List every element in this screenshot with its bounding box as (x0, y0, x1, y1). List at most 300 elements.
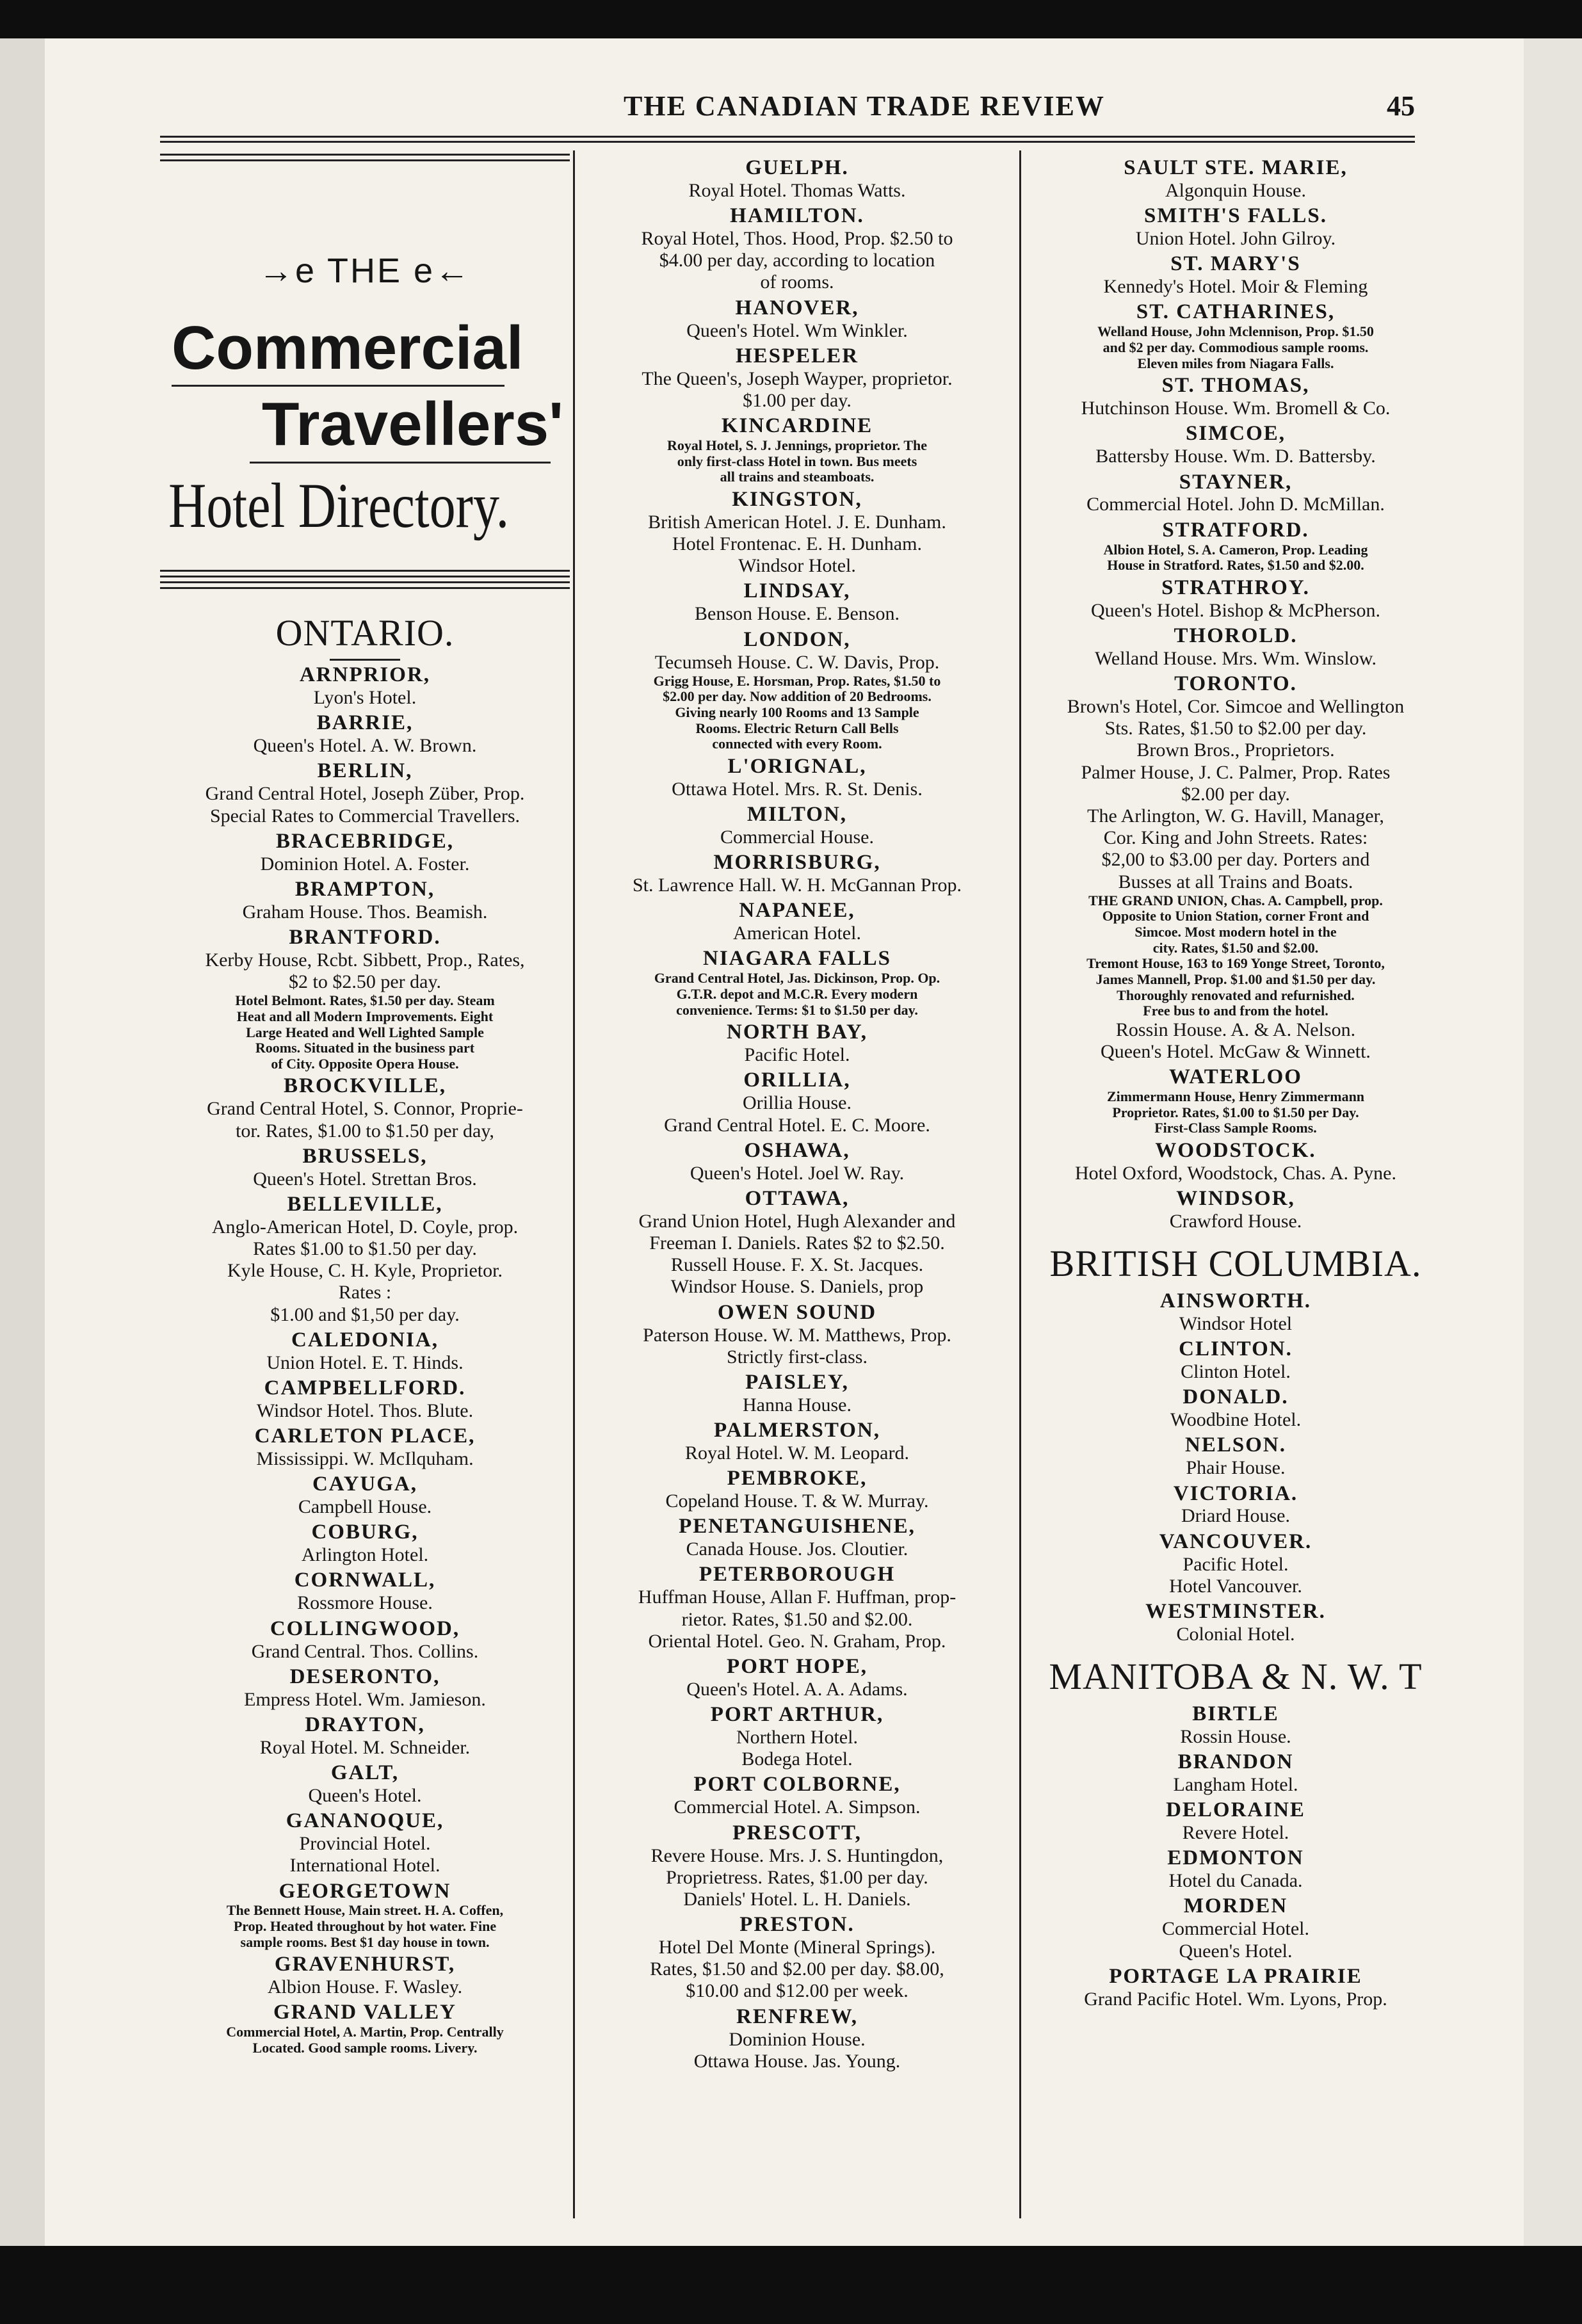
hotel-listing-line: $1.00 and $1,50 per day. (270, 1303, 460, 1325)
town-name: DESERONTO, (289, 1665, 440, 1688)
town-name: ARNPRIOR, (299, 663, 431, 687)
hotel-notice-line: Proprietor. Rates, $1.00 to $1.50 per Day. (1112, 1104, 1359, 1120)
town-entry (1024, 1337, 1447, 1383)
rule (160, 570, 570, 572)
town-entry (579, 344, 1015, 412)
hotel-notice-line: James Mannell, Prop. $1.00 and $1.50 per day. (1095, 971, 1376, 987)
hotel-notice-line: and $2 per day. Commodious sample rooms. (1102, 339, 1369, 355)
hotel-notice-line: Located. Good sample rooms. Livery. (252, 2040, 478, 2056)
town-name: BRANDON (1177, 1750, 1294, 1773)
town-name: CAMPBELLFORD. (264, 1376, 466, 1400)
town-name: PORT ARTHUR, (710, 1703, 884, 1727)
town-name: EDMONTON (1167, 1846, 1304, 1870)
hotel-listing-line: Rossin House. (1180, 1725, 1291, 1747)
town-entry (1024, 1702, 1447, 1748)
town-entry (160, 1665, 570, 1711)
hotel-listing-line: Arlington Hotel. (301, 1544, 429, 1566)
hotel-listing-line: Phair House. (1186, 1457, 1286, 1479)
hotel-listing-line: Palmer House, J. C. Palmer, Prop. Rates (1081, 761, 1391, 783)
hotel-listing-line: Rossin House. A. & A. Nelson. (1115, 1019, 1356, 1040)
town-entry (579, 414, 1015, 485)
hotel-notice-line: G.T.R. depot and M.C.R. Every modern (676, 986, 918, 1003)
hotel-listing-line: Langham Hotel. (1173, 1773, 1298, 1795)
hotel-listing-line: Pacific Hotel. (1182, 1553, 1289, 1575)
town-entry (160, 1328, 570, 1374)
hotel-listing-line: Provincial Hotel. (299, 1833, 431, 1855)
town-name: HAMILTON. (730, 204, 864, 228)
town-name: PENETANGUISHENE, (679, 1515, 916, 1538)
town-entry (1024, 204, 1447, 250)
hotel-listing-line: Benson House. E. Benson. (695, 603, 900, 625)
town-name: NAPANEE, (739, 899, 855, 923)
hotel-listing-line: International Hotel. (289, 1855, 440, 1876)
column-divider (573, 150, 575, 2218)
town-entry (160, 711, 570, 757)
hotel-notice-line: connected with every Room. (712, 736, 882, 752)
town-name: HESPELER (735, 344, 859, 367)
column-2 (579, 154, 1015, 2228)
hotel-listing-line: Hotel Vancouver. (1169, 1575, 1302, 1597)
hotel-notice-line: Large Heated and Well Lighted Sample (246, 1024, 484, 1040)
hotel-listing-line: Royal Hotel. W. M. Leopard. (685, 1442, 909, 1464)
hotel-list (160, 663, 570, 2056)
hotel-listing-line: Grand Union Hotel, Hugh Alexander and (638, 1210, 956, 1232)
town-entry (579, 156, 1015, 202)
town-entry (579, 851, 1015, 896)
town-name: BIRTLE (1192, 1702, 1279, 1725)
town-entry (1024, 624, 1447, 670)
hotel-notice-line: of City. Opposite Opera House. (271, 1055, 459, 1072)
hotel-listing-line: rietor. Rates, $1.50 and $2.00. (681, 1608, 913, 1630)
hotel-listing-line: Campbell House. (298, 1496, 432, 1518)
town-name: BARRIE, (316, 711, 414, 735)
hotel-listing-line: Windsor Hotel. (738, 555, 856, 577)
town-entry (1024, 1846, 1447, 1892)
town-name: DONALD. (1182, 1385, 1289, 1409)
town-name: BERLIN, (317, 759, 413, 783)
town-entry (1024, 1433, 1447, 1479)
hotel-notice-line: Commercial Hotel, A. Martin, Prop. Centrally (226, 2024, 504, 2040)
town-name: OTTAWA, (745, 1186, 850, 1210)
hotel-listing-line: Bodega Hotel. (741, 1748, 853, 1770)
hotel-notice-line: Opposite to Union Station, corner Front and (1102, 908, 1369, 924)
town-entry (160, 878, 570, 923)
town-entry (579, 1371, 1015, 1416)
hotel-listing-line: of rooms. (760, 271, 834, 293)
hotel-listing-line: Mississippi. W. McIlquham. (256, 1448, 474, 1470)
town-entry (1024, 1187, 1447, 1232)
rule (160, 154, 570, 156)
region-heading: MANITOBA & N. W. T (1049, 1656, 1423, 1698)
town-entry (1024, 1482, 1447, 1528)
town-name: AINSWORTH. (1159, 1289, 1312, 1312)
hotel-listing-line: Queen's Hotel. McGaw & Winnett. (1101, 1040, 1371, 1062)
masthead-commercial: Commercial (172, 314, 524, 382)
rule (330, 659, 400, 661)
hotel-listing-line: $2,00 to $3.00 per day. Porters and (1101, 849, 1370, 871)
town-entry (579, 628, 1015, 752)
column-1 (160, 154, 570, 2228)
town-name: WATERLOO (1169, 1065, 1302, 1089)
hotel-listing-line: Hotel du Canada. (1168, 1870, 1303, 1892)
hotel-listing-line: Woodbine Hotel. (1170, 1409, 1302, 1431)
hotel-listing-line: Proprietress. Rates, $1.00 per day. (666, 1866, 928, 1888)
town-name: CAYUGA, (312, 1473, 418, 1496)
masthead-travellers: Travellers' (261, 389, 563, 458)
header-rule (160, 136, 1415, 138)
town-entry (160, 1880, 570, 1951)
scan-right-margin (1524, 38, 1582, 2246)
hotel-listing-line: Grand Central Hotel, S. Connor, Proprie- (207, 1098, 523, 1120)
town-entry (160, 1761, 570, 1807)
town-name: L'ORIGNAL, (727, 754, 867, 778)
town-name: KINGSTON, (732, 487, 862, 511)
town-entry (579, 2005, 1015, 2072)
town-name: BRAMPTON, (295, 877, 435, 901)
town-entry (1024, 1385, 1447, 1431)
town-name: GRAVENHURST, (274, 1953, 456, 1976)
town-name: WINDSOR, (1176, 1187, 1295, 1211)
town-entry (160, 663, 570, 709)
hotel-notice-line: Tremont House, 163 to 169 Yonge Street, Toronto, (1086, 955, 1385, 972)
hotel-listing-line: $2 to $2.50 per day. (288, 971, 441, 993)
town-name: GUELPH. (745, 156, 849, 179)
hotel-listing-line: Queen's Hotel. Strettan Bros. (253, 1168, 477, 1190)
town-entry (160, 1521, 570, 1566)
region-heading: ONTARIO. (275, 612, 455, 654)
masthead-ornament: →e THE e← (258, 252, 472, 290)
town-entry (579, 1515, 1015, 1560)
hotel-listing-line: Grand Pacific Hotel. Wm. Lyons, Prop. (1084, 1988, 1387, 2010)
town-name: COLLINGWOOD, (270, 1617, 460, 1640)
town-entry (160, 1569, 570, 1614)
hotel-listing-line: Queen's Hotel. (1179, 1940, 1293, 1962)
hotel-listing-line: Albion House. F. Wasley. (267, 1976, 463, 1998)
hotel-notice-line: Grand Central Hotel, Jas. Dickinson, Prop. Op. (654, 970, 940, 987)
hotel-notice-line: sample rooms. Best $1 day house in town. (240, 1933, 490, 1950)
hotel-listing-line: Kennedy's Hotel. Moir & Fleming (1103, 276, 1368, 298)
hotel-listing-line: Hutchinson House. Wm. Bromell & Co. (1081, 398, 1391, 419)
hotel-listing-line: Queen's Hotel. A. A. Adams. (686, 1678, 908, 1700)
town-entry (579, 579, 1015, 625)
town-entry (1024, 576, 1447, 622)
town-entry (160, 1809, 570, 1876)
town-entry (1024, 1750, 1447, 1796)
hotel-notice-line: Royal Hotel, S. J. Jennings, proprietor. The (666, 437, 928, 454)
hotel-listing-line: Copeland House. T. & W. Murray. (665, 1490, 929, 1512)
hotel-listing-line: Queen's Hotel. A. W. Brown. (253, 735, 477, 757)
hotel-listing-line: Welland House. Mrs. Wm. Winslow. (1095, 647, 1376, 669)
town-entry (160, 1145, 570, 1190)
town-entry (579, 1773, 1015, 1818)
hotel-notice-line: Welland House, John Mclennison, Prop. $1.50 (1097, 323, 1374, 340)
town-name: ORILLIA, (743, 1069, 851, 1092)
hotel-notice-line: Simcoe. Most modern hotel in the (1134, 924, 1337, 940)
hotel-notice-line: Prop. Heated throughout by hot water. Fine (233, 1918, 497, 1935)
town-name: PALMERSTON, (713, 1419, 881, 1442)
hotel-notice-line: Heat and all Modern Improvements. Eight (236, 1008, 494, 1024)
town-name: DRAYTON, (305, 1713, 425, 1736)
hotel-listing-line: Rates : (338, 1282, 392, 1303)
hotel-listing-line: Strictly first-class. (727, 1346, 868, 1368)
town-name: STRATHROY. (1161, 576, 1310, 599)
hotel-notice-line: THE GRAND UNION, Chas. A. Campbell, prop. (1088, 892, 1383, 908)
hotel-listing-line: Union Hotel. John Gilroy. (1135, 228, 1336, 250)
hotel-listing-line: Union Hotel. E. T. Hinds. (266, 1352, 464, 1373)
town-entry (579, 1703, 1015, 1770)
hotel-list (1024, 1289, 1447, 1645)
hotel-listing-line: Cor. King and John Streets. Rates: (1103, 827, 1368, 849)
hotel-listing-line: Hanna House. (743, 1394, 852, 1416)
town-name: VANCOUVER. (1159, 1529, 1312, 1553)
column-divider (1019, 150, 1021, 2218)
town-name: STRATFORD. (1162, 518, 1309, 542)
hotel-listing-line: Clinton Hotel. (1181, 1361, 1291, 1383)
town-name: PORT HOPE, (727, 1654, 868, 1678)
town-name: PORT COLBORNE, (693, 1773, 901, 1796)
hotel-notice-line: Eleven miles from Niagara Falls. (1137, 355, 1334, 371)
hotel-notice-line: Zimmermann House, Henry Zimmermann (1106, 1088, 1365, 1105)
hotel-listing-line: $1.00 per day. (743, 389, 852, 411)
hotel-listing-line: Sts. Rates, $1.50 to $2.00 per day. (1104, 718, 1367, 739)
town-name: BROCKVILLE, (284, 1074, 446, 1098)
town-entry (579, 1069, 1015, 1136)
region-heading: BRITISH COLUMBIA. (1049, 1243, 1422, 1285)
town-entry (579, 803, 1015, 848)
scan-top-border (0, 0, 1582, 38)
town-entry (579, 1563, 1015, 1652)
town-entry (579, 755, 1015, 800)
hotel-list (1024, 156, 1447, 1232)
hotel-notice-line: Albion Hotel, S. A. Cameron, Prop. Leading (1103, 541, 1368, 558)
town-entry (1024, 1289, 1447, 1335)
town-entry (579, 1655, 1015, 1700)
town-entry (160, 1953, 570, 1998)
town-name: STAYNER, (1179, 470, 1293, 494)
rule (160, 576, 570, 577)
town-name: CORNWALL, (294, 1569, 436, 1592)
town-name: GRAND VALLEY (273, 2001, 456, 2024)
hotel-listing-line: Dominion House. (729, 2028, 866, 2050)
town-entry (160, 830, 570, 875)
town-name: OWEN SOUND (717, 1300, 877, 1324)
page-number: 45 (1387, 90, 1415, 122)
town-name: PRESCOTT, (732, 1821, 862, 1844)
hotel-listing-line: Royal Hotel. Thomas Watts. (688, 179, 906, 201)
town-name: LINDSAY, (743, 579, 851, 603)
town-entry (579, 296, 1015, 342)
rule (250, 462, 551, 464)
town-entry (160, 1424, 570, 1470)
town-name: ST. MARY'S (1170, 252, 1301, 276)
masthead-rules (160, 570, 570, 589)
hotel-listing-line: Tecumseh House. C. W. Davis, Prop. (654, 651, 940, 673)
hotel-notice-line: $2.00 per day. Now addition of 20 Bedrooms. (663, 688, 932, 705)
hotel-list (1024, 1702, 1447, 2010)
hotel-listing-line: Grand Central Hotel. E. C. Moore. (664, 1114, 930, 1136)
town-name: MORRISBURG, (713, 851, 881, 875)
hotel-listing-line: Algonquin House. (1165, 179, 1306, 201)
hotel-listing-line: Kyle House, C. H. Kyle, Proprietor. (227, 1260, 503, 1282)
town-entry (1024, 672, 1447, 1063)
hotel-notice-line: House in Stratford. Rates, $1.50 and $2.00. (1107, 557, 1364, 574)
town-name: WESTMINSTER. (1145, 1600, 1326, 1623)
town-entry (1024, 1798, 1447, 1844)
town-entry (1024, 156, 1447, 202)
hotel-listing-line: Windsor Hotel. Thos. Blute. (256, 1400, 474, 1421)
hotel-listing-line: Revere Hotel. (1182, 1822, 1289, 1844)
town-name: OSHAWA, (744, 1138, 850, 1162)
town-name: ST. THOMAS, (1161, 374, 1310, 398)
hotel-listing-line: Windsor House. S. Daniels, prop (670, 1276, 924, 1298)
hotel-list (579, 156, 1015, 2072)
hotel-listing-line: Queen's Hotel. Joel W. Ray. (690, 1162, 905, 1184)
town-name: COBURG, (311, 1521, 419, 1544)
hotel-listing-line: Paterson House. W. M. Matthews, Prop. (643, 1324, 951, 1346)
hotel-listing-line: Royal Hotel, Thos. Hood, Prop. $2.50 to (641, 228, 953, 250)
town-entry (160, 2001, 570, 2056)
hotel-listing-line: Grand Central Hotel, Joseph Züber, Prop. (205, 783, 525, 805)
town-name: GEORGETOWN (278, 1879, 451, 1903)
town-name: PAISLEY, (745, 1370, 849, 1394)
hotel-listing-line: Colonial Hotel. (1176, 1623, 1295, 1645)
hotel-listing-line: Canada House. Jos. Cloutier. (686, 1538, 908, 1560)
town-entry (1024, 422, 1447, 467)
town-entry (1024, 1600, 1447, 1645)
town-name: KINCARDINE (721, 414, 873, 438)
town-entry (579, 1467, 1015, 1512)
town-name: PETERBOROUGH (698, 1563, 896, 1586)
town-entry (160, 759, 570, 827)
town-name: THOROLD. (1174, 624, 1298, 648)
town-name: CALEDONIA, (291, 1328, 439, 1352)
hotel-listing-line: $4.00 per day, according to location (659, 250, 935, 271)
hotel-listing-line: Driard House. (1181, 1505, 1290, 1527)
hotel-listing-line: Rates, $1.50 and $2.00 per day. $8.00, (650, 1958, 944, 1980)
town-entry (1024, 1965, 1447, 2010)
scan-left-margin (0, 38, 45, 2246)
masthead-hotel-directory: Hotel Directory. (168, 470, 510, 542)
town-entry (1024, 519, 1447, 574)
hotel-notice-line: First-Class Sample Rooms. (1154, 1120, 1317, 1136)
hotel-listing-line: Royal Hotel. M. Schneider. (259, 1736, 471, 1758)
town-name: CARLETON PLACE, (254, 1424, 476, 1448)
hotel-listing-line: Crawford House. (1169, 1211, 1302, 1232)
hotel-listing-line: Orillia House. (743, 1092, 852, 1114)
town-entry (1024, 300, 1447, 371)
hotel-listing-line: Empress Hotel. Wm. Jamieson. (244, 1688, 486, 1710)
town-entry (1024, 374, 1447, 419)
town-entry (579, 1821, 1015, 1911)
town-name: RENFREW, (736, 2005, 858, 2028)
town-entry (579, 947, 1015, 1018)
rule (172, 385, 504, 387)
hotel-listing-line: Busses at all Trains and Boats. (1118, 871, 1353, 892)
hotel-listing-line: Anglo-American Hotel, D. Coyle, prop. (211, 1216, 519, 1238)
hotel-listing-line: Hotel Del Monte (Mineral Springs). (658, 1937, 936, 1958)
hotel-notice-line: Rooms. Electric Return Call Bells (695, 720, 899, 736)
hotel-notice-line: Hotel Belmont. Rates, $1.50 per day. Steam (235, 992, 495, 1009)
town-name: BELLEVILLE, (287, 1192, 443, 1216)
town-entry (1024, 1139, 1447, 1184)
hotel-notice-line: all trains and steamboats. (720, 469, 875, 485)
hotel-notice-line: convenience. Terms: $1 to $1.50 per day. (676, 1001, 918, 1018)
town-name: PEMBROKE, (727, 1467, 868, 1490)
town-entry (160, 1473, 570, 1518)
town-entry (160, 1713, 570, 1759)
town-entry (579, 204, 1015, 294)
hotel-listing-line: Kerby House, Rcbt. Sibbett, Prop., Rates, (205, 949, 525, 971)
hotel-listing-line: Commercial Hotel. (1162, 1918, 1309, 1940)
town-name: TORONTO. (1174, 672, 1297, 696)
town-entry (160, 1376, 570, 1422)
header-rule (160, 141, 1415, 143)
town-name: NORTH BAY, (727, 1021, 868, 1044)
page-header (160, 90, 1441, 128)
hotel-listing-line: St. Lawrence Hall. W. H. McGannan Prop. (632, 875, 962, 896)
town-name: VICTORIA. (1173, 1481, 1298, 1505)
town-entry (160, 1074, 570, 1142)
column-3 (1024, 154, 1447, 2228)
town-name: WOODSTOCK. (1155, 1139, 1316, 1162)
hotel-listing-line: Commercial House. (720, 826, 874, 848)
hotel-listing-line: tor. Rates, $1.00 to $1.50 per day, (236, 1120, 494, 1142)
hotel-notice-line: Rooms. Situated in the business part (255, 1040, 475, 1056)
hotel-listing-line: Oriental Hotel. Geo. N. Graham, Prop. (648, 1630, 946, 1652)
town-name: MILTON, (747, 803, 848, 827)
rule (160, 587, 570, 589)
town-name: BRACEBRIDGE, (276, 829, 454, 853)
hotel-notice-line: The Bennett House, Main street. H. A. Coffen, (226, 1902, 504, 1919)
hotel-listing-line: Windsor Hotel (1179, 1312, 1293, 1334)
hotel-listing-line: $10.00 and $12.00 per week. (686, 1980, 908, 2002)
town-name: BRUSSELS, (302, 1144, 428, 1168)
hotel-listing-line: Battersby House. Wm. D. Battersby. (1095, 446, 1376, 467)
hotel-listing-line: Rossmore House. (297, 1592, 433, 1614)
town-entry (1024, 252, 1447, 298)
town-name: GANANOQUE, (286, 1809, 444, 1833)
town-name: BRANTFORD. (289, 925, 441, 949)
town-entry (579, 1187, 1015, 1298)
hotel-listing-line: Commercial Hotel. John D. McMillan. (1086, 494, 1385, 515)
town-entry (160, 1617, 570, 1663)
town-name: GALT, (330, 1761, 400, 1785)
town-name: PRESTON. (739, 1913, 855, 1937)
hotel-listing-line: Graham House. Thos. Beamish. (242, 901, 488, 923)
hotel-listing-line: Special Rates to Commercial Travellers. (209, 805, 521, 827)
hotel-listing-line: Hotel Frontenac. E. H. Dunham. (672, 533, 922, 555)
town-name: PORTAGE LA PRAIRIE (1109, 1964, 1362, 1988)
hotel-listing-line: Freeman I. Daniels. Rates $2 to $2.50. (649, 1232, 945, 1254)
hotel-listing-line: The Queen's, Joseph Wayper, proprietor. (642, 367, 953, 389)
town-entry (579, 1301, 1015, 1368)
hotel-notice-line: Grigg House, E. Horsman, Prop. Rates, $1.50 to (653, 672, 941, 689)
hotel-listing-line: The Arlington, W. G. Havill, Manager, (1087, 805, 1384, 827)
hotel-listing-line: Lyon's Hotel. (313, 687, 417, 709)
hotel-listing-line: Queen's Hotel. Wm Winkler. (686, 319, 908, 341)
hotel-listing-line: Commercial Hotel. A. Simpson. (674, 1796, 921, 1818)
town-name: HANOVER, (735, 296, 859, 319)
hotel-notice-line: only first-class Hotel in town. Bus meets (677, 453, 917, 469)
hotel-listing-line: Ottawa House. Jas. Young. (693, 2050, 901, 2072)
town-entry (1024, 1530, 1447, 1597)
rule (160, 581, 570, 583)
running-title: THE CANADIAN TRADE REVIEW (623, 90, 1106, 122)
hotel-listing-line: Russell House. F. X. St. Jacques. (670, 1254, 924, 1276)
town-name: SIMCOE, (1185, 422, 1286, 446)
hotel-listing-line: Brown Bros., Proprietors. (1136, 739, 1335, 761)
hotel-notice-line: Free bus to and from the hotel. (1143, 1003, 1328, 1019)
